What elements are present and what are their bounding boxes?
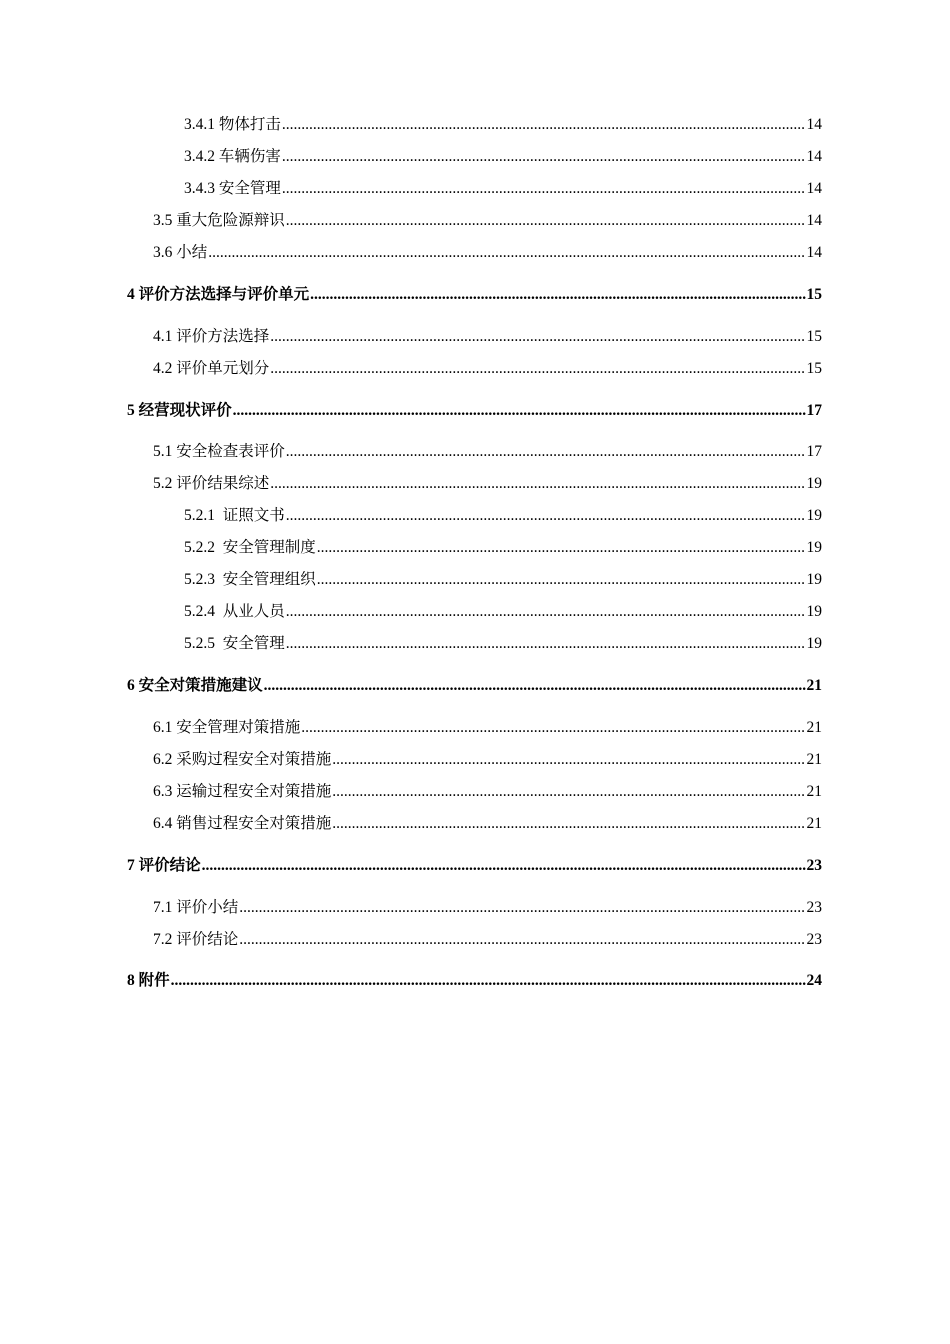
toc-entry-title: 6.1 安全管理对策措施 <box>153 719 301 736</box>
toc-leader-dots <box>270 473 805 495</box>
toc-entry-title: 3.4.2 车辆伤害 <box>184 148 281 165</box>
toc-entry-page: 17 <box>806 443 822 460</box>
toc-entry[interactable] <box>184 146 822 168</box>
toc-entry-title: 6.2 采购过程安全对策措施 <box>153 751 332 768</box>
toc-entry-title: 7.1 评价小结 <box>153 899 239 916</box>
toc-leader-dots <box>239 929 805 951</box>
toc-entry-title: 3.4.1 物体打击 <box>184 116 281 133</box>
toc-entry[interactable] <box>153 210 822 232</box>
toc-leader-dots <box>332 813 805 835</box>
toc-entry-title: 3.4.3 安全管理 <box>184 180 281 197</box>
toc-entry[interactable] <box>153 897 822 919</box>
toc-leader-dots <box>239 897 805 919</box>
toc-entry-chapter[interactable] <box>127 284 822 306</box>
toc-entry-title: 4 评价方法选择与评价单元 <box>127 286 310 303</box>
toc-entry-page: 15 <box>806 360 822 377</box>
toc-entry-title: 4.1 评价方法选择 <box>153 328 270 345</box>
toc-leader-dots <box>332 749 805 771</box>
toc-entry-page: 21 <box>806 677 822 694</box>
toc-leader-dots <box>264 675 806 697</box>
toc-leader-dots <box>171 970 806 992</box>
toc-entry[interactable] <box>153 813 822 835</box>
toc-leader-dots <box>233 400 806 422</box>
toc-entry-page: 14 <box>806 212 822 229</box>
toc-leader-dots <box>270 326 805 348</box>
toc-entry-title: 4.2 评价单元划分 <box>153 360 270 377</box>
toc-entry-page: 15 <box>806 286 822 303</box>
toc-entry[interactable] <box>153 473 822 495</box>
toc-entry-page: 15 <box>806 328 822 345</box>
toc-entry[interactable] <box>184 633 822 655</box>
toc-entry-title: 6.3 运输过程安全对策措施 <box>153 783 332 800</box>
toc-entry[interactable] <box>184 505 822 527</box>
toc-entry-page: 14 <box>806 148 822 165</box>
toc-leader-dots <box>202 855 806 877</box>
toc-entry-page: 19 <box>806 475 822 492</box>
toc-leader-dots <box>286 505 806 527</box>
toc-entry-page: 23 <box>806 899 822 916</box>
toc-entry-page: 14 <box>806 116 822 133</box>
toc-entry[interactable] <box>153 781 822 803</box>
toc-leader-dots <box>282 178 806 200</box>
toc-entry-title: 5.2.5 安全管理 <box>184 635 285 652</box>
toc-entry[interactable] <box>184 601 822 623</box>
toc-entry-page: 24 <box>806 972 822 989</box>
toc-leader-dots <box>317 537 806 559</box>
toc-entry-chapter[interactable] <box>127 970 822 992</box>
toc-entry-page: 21 <box>806 783 822 800</box>
toc-entry-title: 5 经营现状评价 <box>127 402 232 419</box>
toc-entry[interactable] <box>184 569 822 591</box>
toc-entry-chapter[interactable] <box>127 855 822 877</box>
toc-leader-dots <box>286 633 806 655</box>
toc-entry-title: 5.2 评价结果综述 <box>153 475 270 492</box>
toc-entry-page: 19 <box>806 635 822 652</box>
toc-entry-page: 14 <box>806 180 822 197</box>
toc-entry-chapter[interactable] <box>127 400 822 422</box>
toc-entry-page: 23 <box>806 931 822 948</box>
toc-entry-title: 5.2.2 安全管理制度 <box>184 539 316 556</box>
toc-entry[interactable] <box>153 717 822 739</box>
toc-entry[interactable] <box>153 929 822 951</box>
toc-entry[interactable] <box>153 749 822 771</box>
toc-leader-dots <box>286 441 806 463</box>
toc-entry-chapter[interactable] <box>127 675 822 697</box>
toc-entry-title: 3.5 重大危险源辩识 <box>153 212 285 229</box>
toc-entry-title: 6 安全对策措施建议 <box>127 677 263 694</box>
toc-leader-dots <box>208 242 805 264</box>
toc-entry-page: 23 <box>806 857 822 874</box>
toc-entry-page: 21 <box>806 815 822 832</box>
toc-entry-page: 21 <box>806 751 822 768</box>
toc-entry[interactable] <box>153 242 822 264</box>
toc-entry-page: 19 <box>806 603 822 620</box>
toc-entry-page: 21 <box>806 719 822 736</box>
toc-leader-dots <box>310 284 805 306</box>
toc-entry-page: 19 <box>806 507 822 524</box>
toc-entry-title: 8 附件 <box>127 972 170 989</box>
toc-leader-dots <box>301 717 805 739</box>
toc-entry[interactable] <box>184 178 822 200</box>
toc-entry[interactable] <box>184 537 822 559</box>
toc-leader-dots <box>282 114 806 136</box>
toc-entry[interactable] <box>153 441 822 463</box>
toc-entry-page: 17 <box>806 402 822 419</box>
toc-entry-title: 6.4 销售过程安全对策措施 <box>153 815 332 832</box>
toc-leader-dots <box>282 146 806 168</box>
toc-entry-title: 3.6 小结 <box>153 244 208 261</box>
toc-entry-title: 7 评价结论 <box>127 857 201 874</box>
toc-leader-dots <box>270 358 805 380</box>
toc-entry-title: 5.2.3 安全管理组织 <box>184 571 316 588</box>
toc-entry-page: 19 <box>806 571 822 588</box>
toc-entry-title: 5.1 安全检查表评价 <box>153 443 285 460</box>
toc-entry[interactable] <box>184 114 822 136</box>
toc-leader-dots <box>317 569 806 591</box>
toc-entry-title: 5.2.1 证照文书 <box>184 507 285 524</box>
toc-entry-title: 5.2.4 从业人员 <box>184 603 285 620</box>
toc-leader-dots <box>286 601 806 623</box>
toc-entry[interactable] <box>153 326 822 348</box>
toc-entry-title: 7.2 评价结论 <box>153 931 239 948</box>
toc-entry-page: 14 <box>806 244 822 261</box>
toc-leader-dots <box>332 781 805 803</box>
toc-entry[interactable] <box>153 358 822 380</box>
toc-entry-page: 19 <box>806 539 822 556</box>
toc-leader-dots <box>286 210 806 232</box>
